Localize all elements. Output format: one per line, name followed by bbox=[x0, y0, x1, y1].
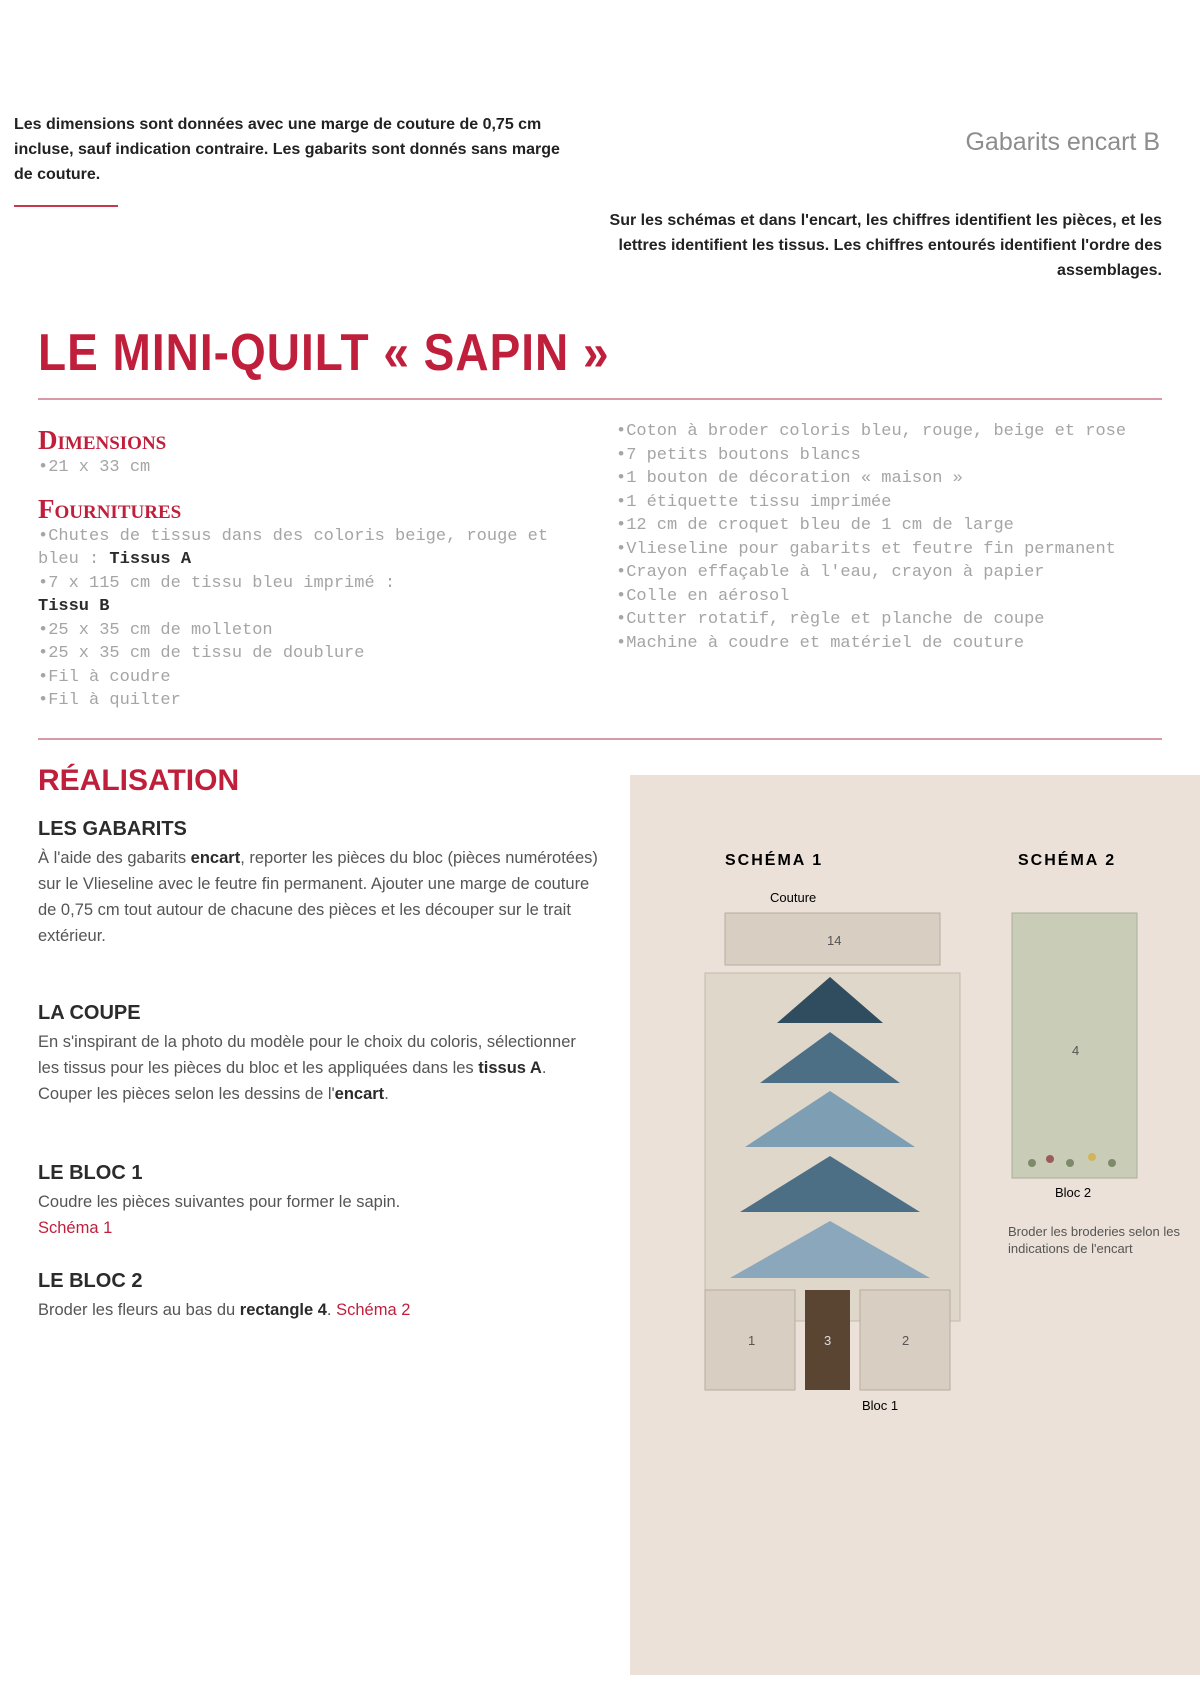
divider-top bbox=[38, 398, 1162, 400]
supplies-list-left bbox=[38, 525, 598, 713]
supply-item: •Machine à coudre et matériel de couture bbox=[616, 633, 1025, 653]
diagram-note: Broder les broderies selon les indications de l'encart bbox=[1008, 1224, 1180, 1256]
supplies-right-column bbox=[616, 420, 1176, 655]
legend-note: Sur les schémas et dans l'encart, les chiffres identifient les pièces, et les lettres identifient les tissus. Les chiffres entourés identifient l'ordre des assemblages. bbox=[609, 212, 1162, 279]
supply-item: •1 bouton de décoration « maison » bbox=[616, 469, 963, 488]
page-title: LE MINI-QUILT « SAPIN » bbox=[38, 323, 610, 382]
supply-item: •25 x 35 cm de tissu de doublure bbox=[38, 644, 365, 663]
supply-item: •Crayon effaçable à l'eau, crayon à papier bbox=[616, 563, 1045, 582]
top-label: Couture bbox=[770, 890, 817, 905]
divider-short bbox=[14, 205, 118, 207]
section-bloc1 bbox=[38, 1162, 598, 1241]
section-bloc2 bbox=[38, 1270, 598, 1323]
dimensions-value: •21 x 33 cm bbox=[38, 458, 151, 477]
supply-item: •Colle en aérosol bbox=[616, 586, 790, 606]
piece-top-number: 14 bbox=[827, 933, 842, 948]
supply-item: •Fil à coudre bbox=[38, 667, 171, 687]
supplies-left-column bbox=[38, 425, 598, 713]
quilt-diagram bbox=[630, 775, 1200, 1675]
bloc1-label: Bloc 1 bbox=[862, 1398, 899, 1413]
section-text: À l'aide des gabarits encart, reporter les pièces du bloc (pièces numérotées) sur le Vlieseline avec le feutre fin permanent. Ajouter une marge de couture de 0,75 cm tout autour de chacune des pièces et les découper sur le trait extérieur. bbox=[38, 849, 598, 945]
section-gabarits bbox=[38, 818, 598, 949]
piece-trunk-number: 3 bbox=[824, 1333, 832, 1348]
section-title: LA COUPE bbox=[38, 1002, 141, 1024]
piece-left-number: 1 bbox=[748, 1333, 756, 1348]
section-coupe bbox=[38, 1002, 598, 1107]
section-title: LE BLOC 2 bbox=[38, 1270, 143, 1292]
divider-middle bbox=[38, 738, 1162, 740]
section-text: En s'inspirant de la photo du modèle pour le choix du coloris, sélectionner les tissus pour les pièces du bloc et les appliquées dans les tissus A. Couper les pièces selon les dessins de l'encart. bbox=[38, 1033, 576, 1103]
supply-item: •Fil à quilter bbox=[38, 691, 181, 710]
supply-item: •Cutter rotatif, règle et planche de coupe bbox=[616, 610, 1045, 629]
supply-item: •7 x 115 cm de tissu bleu imprimé : bbox=[38, 573, 396, 593]
margin-note: Les dimensions sont données avec une marge de couture de 0,75 cm incluse, sauf indication contraire. Les gabarits sont donnés sans marge de couture. bbox=[14, 116, 560, 183]
section-text: Coudre les pièces suivantes pour former le sapin. Schéma 1 bbox=[38, 1193, 401, 1237]
realisation-heading: RÉALISATION bbox=[38, 764, 240, 797]
supply-item: Tissu B bbox=[38, 597, 110, 616]
diagram-panel bbox=[630, 775, 1200, 1675]
supply-item: •12 cm de croquet bleu de 1 cm de large bbox=[616, 516, 1014, 535]
supply-item: •1 étiquette tissu imprimée bbox=[616, 492, 892, 512]
supplies-heading: Fournitures bbox=[38, 493, 182, 524]
supply-item: •Chutes de tissus dans des coloris beige, rouge et bleu : Tissus A bbox=[38, 526, 549, 569]
dimensions-heading: Dimensions bbox=[38, 425, 167, 455]
supply-item: •7 petits boutons blancs bbox=[616, 445, 861, 465]
supplies-list-right bbox=[616, 420, 1176, 655]
supply-item: •Vlieseline pour gabarits et feutre fin permanent bbox=[616, 539, 1116, 559]
piece-rect-number: 4 bbox=[1072, 1043, 1080, 1058]
supply-item: •Coton à broder coloris bleu, rouge, beige et rose bbox=[616, 422, 1127, 441]
scheme1-label: SCHÉMA 1 bbox=[725, 852, 824, 869]
supply-item: •25 x 35 cm de molleton bbox=[38, 620, 273, 640]
section-title: LE BLOC 1 bbox=[38, 1162, 143, 1184]
scheme2-label: SCHÉMA 2 bbox=[1018, 852, 1117, 869]
section-title: LES GABARITS bbox=[38, 818, 187, 840]
insert-label: Gabarits encart B bbox=[965, 128, 1160, 156]
piece-right-number: 2 bbox=[902, 1333, 910, 1348]
bloc2-label: Bloc 2 bbox=[1055, 1185, 1092, 1200]
section-text: Broder les fleurs au bas du rectangle 4. Schéma 2 bbox=[38, 1301, 411, 1319]
